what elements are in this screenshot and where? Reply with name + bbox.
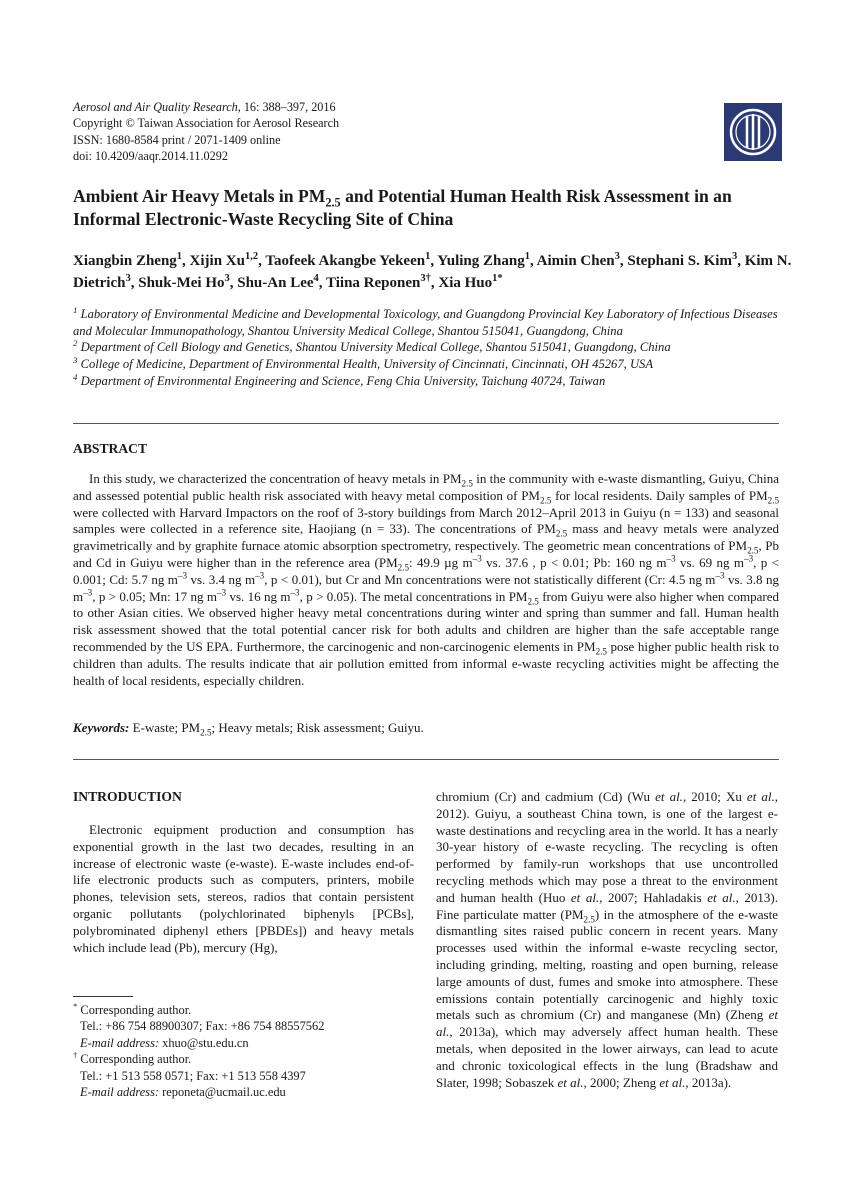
citation-et-al: et al. (746, 789, 775, 804)
keywords-text-cont: ; Heavy metals; Risk assessment; Guiyu. (211, 720, 424, 735)
affiliation-number: 2 (73, 338, 78, 349)
abstract-segment: vs. 16 ng m (226, 588, 291, 604)
issn-line: ISSN: 1680-8584 print / 2071-1409 online (73, 132, 281, 147)
author-separator: , (258, 253, 266, 269)
title-text-cont: and Potential Human Health Risk Assessment in an Informal Electronic-Waste Recycling Site of China (73, 186, 732, 229)
author-name: Shuk-Mei Ho (138, 274, 225, 291)
affiliation-text: Laboratory of Environmental Medicine and Developmental Toxicology, and Guangdong Provincial Key Laboratory of Infectious Diseases and Molecular Immunopathology, Shantou University Medical College, Shantou 515041, Guangdong, China (73, 307, 778, 338)
author-affiliation-mark: 1 (425, 251, 431, 262)
email-label: E-mail address: (80, 1035, 160, 1050)
abstract-text (73, 471, 779, 689)
abstract-segment: vs. 69 ng m (675, 554, 745, 570)
unit-superscript: –3 (290, 587, 300, 598)
author-separator: , (619, 253, 628, 269)
unit-superscript: –3 (666, 553, 676, 564)
author-affiliation-mark: 1 (176, 251, 183, 262)
email-label: E-mail address: (80, 1085, 160, 1100)
author-affiliation-mark: 3 (731, 251, 738, 262)
citation-et-al: et al. (570, 889, 600, 905)
unit-superscript: –3 (177, 570, 188, 581)
intro-segment: chromium (Cr) and cadmium (Cd) (Wu (436, 789, 656, 804)
abstract-segment: vs. 3.8 ng m (73, 571, 779, 604)
pm-subscript: 2.5 (747, 545, 759, 556)
title-text: Ambient Air Heavy Metals in PM (73, 186, 326, 206)
affiliation-text: Department of Cell Biology and Genetics, Shantou University Medical College, Shantou 515041, Guangdong, China (80, 340, 671, 355)
affiliation-text: Department of Environmental Engineering and Science, Feng Chia University, Taichung 40724, Taiwan (80, 373, 606, 388)
abstract-segment: , Pb and Cd in Guiyu were higher than in the reference area (PM (73, 538, 780, 570)
affiliation-item (73, 356, 779, 373)
author-name: Xia Huo (438, 274, 493, 291)
intro-segment: , 2013a), which may adversely affect human health. These metals, when deposited in the lower airways, can lead to acute and chronic toxicological effects in the lung (Bradshaw and Slater, 1998; Sobaszek (436, 1024, 778, 1090)
author-name: Aimin Chen (536, 253, 615, 269)
author-affiliation-mark: 3 (125, 272, 131, 284)
title-subscript: 2.5 (325, 195, 341, 210)
intro-segment: ) in the atmosphere of the e-waste dismantling sites raised public concern in recent years. Many processes used within the informal e-waste recycling sector, including grinding, melting, roasting and open burning, release large amounts of dust, fumes and smoke into atmosphere. These emissions contain potentially carcinogenic and highly toxic metals such as chromium (Cr) and manganese (Mn) (Zheng (436, 906, 778, 1023)
author-name: Yuling Zhang (437, 253, 525, 269)
abstract-segment: , p > 0.05). The metal concentrations in PM (299, 588, 528, 604)
journal-logo-icon (724, 103, 782, 161)
abstract-segment: mass and heavy metals were analyzed gravimetrically and by graphite furnace atomic absorption spectrometry, respectively. The geometric mean concentrations of PM (73, 521, 779, 554)
author-affiliation-mark: 1,2 (244, 251, 259, 262)
affiliation-item (73, 339, 779, 356)
intro-segment: , 2013). Fine particulate matter (PM (436, 889, 778, 922)
author-affiliation-mark: 4 (313, 272, 319, 284)
author-name: Xiangbin Zheng (73, 253, 177, 269)
intro-left-column: Electronic equipment production and consumption has exponential growth in the last two decades, resulting in an increase of electronic waste (e-waste). E-waste includes end-of-life electronic products such as computers, printers, mobile phones, television sets, stereos, radios that contain persistent organic pollutants (polychlorinated biphenyls [PCBs], polybrominated diphenyl ethers [PBDEs]) and heavy metals which include lead (Pb), mercury (Hg), (73, 822, 414, 955)
pm-subscript: 2.5 (583, 914, 595, 925)
pm-subscript: 2.5 (555, 528, 568, 539)
keywords-text: E-waste; PM (129, 720, 201, 735)
author-name: Stephani S. Kim (627, 253, 732, 269)
author-separator: , (529, 253, 537, 269)
journal-name: Aerosol and Air Quality Research (73, 100, 238, 114)
affiliation-item (73, 306, 779, 339)
introduction-heading: INTRODUCTION (73, 789, 182, 804)
abstract-heading: ABSTRACT (73, 441, 148, 456)
affiliation-number: 4 (73, 371, 78, 382)
keywords-label: Keywords: (73, 720, 130, 735)
unit-superscript: –3 (715, 570, 725, 581)
intro-segment: , 2010; Xu (682, 789, 747, 804)
author-separator: , (182, 253, 190, 269)
footnotes (73, 1002, 413, 1100)
affiliation-number: 1 (73, 304, 78, 315)
footnote-text: Corresponding author. (77, 1003, 192, 1017)
unit-superscript: –3 (744, 553, 754, 564)
footnote-email-1 (73, 1035, 413, 1051)
unit-superscript: –3 (255, 570, 265, 581)
pm-subscript: 2.5 (397, 562, 410, 573)
affiliation-text: College of Medicine, Department of Environmental Health, University of Cincinnati, Cincinnati, OH 45267, USA (80, 357, 654, 372)
affiliation-list (73, 306, 779, 390)
journal-header (73, 99, 339, 165)
author-separator: , (737, 253, 745, 269)
paper-title (73, 185, 793, 230)
citation-et-al: et al. (436, 1007, 778, 1040)
intro-right-column (436, 789, 778, 1091)
author-separator: , (430, 274, 439, 291)
pm-subscript: 2.5 (539, 495, 552, 506)
abstract-segment: were collected with Harvard Impactors on the roof of 3-story buildings from March 2012–April 2013 in Guiyu (n = 133) and seasonal samples were collected in a reference site, Haojiang (n = 33). The concentrations of PM (73, 504, 779, 537)
abstract-segment: vs. 3.4 ng m (187, 571, 256, 587)
keywords (73, 720, 779, 737)
intro-segment: , 2007; Hahladakis (599, 889, 708, 905)
divider (73, 759, 779, 760)
author-separator: , (130, 274, 139, 291)
unit-superscript: –3 (217, 587, 227, 598)
citation-et-al: et al. (659, 1074, 686, 1090)
abstract-segment: In this study, we characterized the concentration of heavy metals in PM (89, 471, 462, 486)
footnote-email-2 (73, 1084, 413, 1100)
abstract-segment: , p > 0.05; Mn: 17 ng m (92, 588, 218, 604)
author-separator: , (229, 274, 238, 291)
keywords-subscript: 2.5 (200, 727, 212, 738)
unit-superscript: –3 (83, 587, 93, 598)
affiliation-number: 3 (73, 354, 78, 365)
author-separator: , (318, 274, 327, 291)
abstract-segment: : 49.9 µg m (409, 554, 473, 570)
email-address-link[interactable]: reponeta@ucmail.uc.edu (159, 1085, 286, 1100)
pm-subscript: 2.5 (595, 646, 607, 657)
journal-volume: , 16: 388–397, 2016 (237, 100, 336, 114)
intro-segment: , 2012). Guiyu, a southeast China town, is one of the largest e-waste destinations and recycling area in the world. It has a nearly 30-year history of e-waste recycling. The recycling is often performed by family-run workshops that use uncontrolled recycling methods which may pose a threat to the environment and human health (Huo (436, 789, 778, 905)
abstract-segment: for local residents. Daily samples of PM (551, 487, 768, 503)
doi-line: doi: 10.4209/aaqr.2014.11.0292 (73, 149, 228, 164)
journal-citation (73, 99, 339, 115)
abstract-segment: vs. 37.6 , p < 0.01; Pb: 160 ng m (481, 554, 667, 570)
author-affiliation-mark: 1* (492, 272, 503, 284)
intro-segment: , 2013a). (685, 1074, 732, 1090)
author-name: Xijin Xu (189, 253, 245, 269)
pm-subscript: 2.5 (527, 596, 539, 607)
footnote-divider (73, 996, 133, 997)
unit-superscript: –3 (472, 553, 482, 564)
abstract-segment: in the community with e-waste dismantling, Guiyu, China and assessed potential public health risk associated with heavy metal composition of PM (73, 471, 779, 503)
divider (73, 423, 779, 424)
author-affiliation-mark: 3 (224, 272, 230, 284)
abstract-segment: pose higher public health risk to children than adults. The results indicate that air pollution emitted from informal e-waste recycling activities might be affecting the health of local residents, especially children. (73, 638, 779, 688)
pm-subscript: 2.5 (461, 478, 473, 489)
pm-subscript: 2.5 (767, 495, 780, 506)
author-name: Tiina Reponen (326, 274, 421, 291)
citation-et-al: et al. (655, 789, 683, 804)
citation-et-al: et al. (557, 1074, 584, 1090)
author-affiliation-mark: 3 (614, 251, 620, 262)
footnote-tel-1: Tel.: +86 754 88900307; Fax: +86 754 88557562 (80, 1019, 325, 1034)
footnote-corresponding-1 (73, 1002, 413, 1018)
abstract-segment: , p < 0.01), but Cr and Mn concentrations were not statistically different (Cr: 4.5 ng m (264, 571, 716, 587)
copyright-line: Copyright © Taiwan Association for Aerosol Research (73, 116, 340, 131)
footnote-mark: * (73, 1000, 78, 1011)
footnote-corresponding-2 (73, 1051, 413, 1067)
email-address-link[interactable]: xhuo@stu.edu.cn (159, 1035, 249, 1050)
abstract-segment: , p < 0.001; Cd: 5.7 ng m (73, 554, 779, 587)
author-separator: , (430, 253, 438, 269)
footnote-tel-2: Tel.: +1 513 558 0571; Fax: +1 513 558 4397 (80, 1068, 306, 1083)
footnote-text: Corresponding author. (77, 1052, 192, 1067)
affiliation-item (73, 373, 779, 390)
intro-segment: , 2000; Zheng (583, 1074, 660, 1090)
author-list (73, 251, 793, 294)
abstract-segment: from Guiyu were also higher when compared to other Asian cities. We observed higher heavy metal concentrations during winter and spring than summer and fall. Human health risk assessment showed that the total potential cancer risk for both adults and children are higher than the safe acceptable range recommended by the US EPA. Furthermore, the carcinogenic and non-carcinogenic elements in PM (73, 588, 780, 654)
author-name: Shu-An Lee (237, 274, 314, 291)
author-name: Taofeek Akangbe Yekeen (265, 253, 426, 269)
author-name: Kim N. Dietrich (73, 253, 792, 291)
footnote-mark: † (73, 1050, 78, 1061)
author-affiliation-mark: 3† (420, 272, 431, 284)
citation-et-al: et al. (707, 889, 736, 905)
author-affiliation-mark: 1 (524, 251, 530, 262)
